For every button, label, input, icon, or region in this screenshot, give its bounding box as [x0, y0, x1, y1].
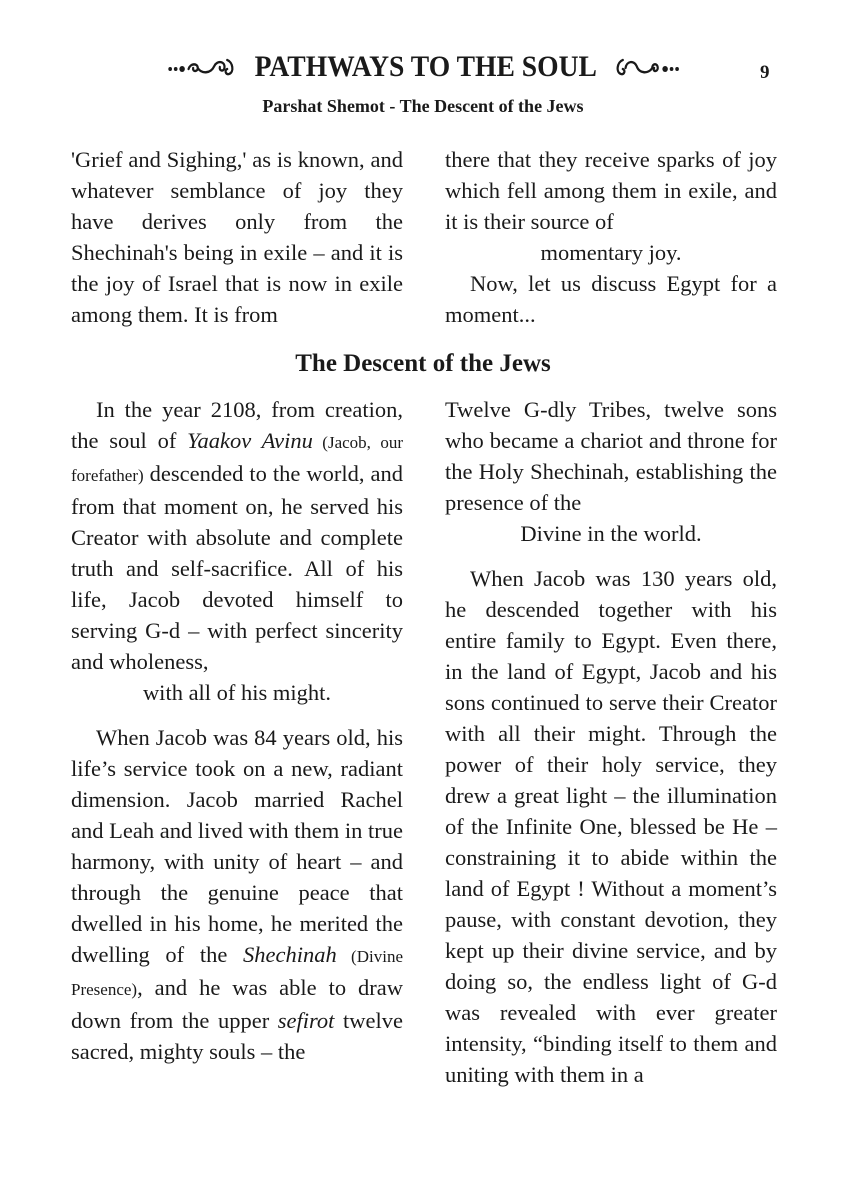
paragraph: there that they receive sparks of joy which fell among them in exile, and it is their source of — [445, 147, 777, 234]
running-header — [0, 50, 846, 90]
paragraph-last-line: Divine in the world. — [520, 521, 702, 546]
paragraph: When Jacob was 130 years old, he descended together with his entire family to Egypt. Even there, in the land of Egypt, Jacob and his sons continued to serve their Creator with all their might. Through the power of their holy service, they drew a great light – the illumination of the Infinite One, blessed be He – constraining it to abide within the land of Egypt ! Without a moment’s pause, with constant devotion, they kept up their divine service, and by doing so, the endless light of G-d was revealed with ever greater intensity, “binding itself to them and uniting with them in a — [445, 566, 777, 1087]
section-right-column — [445, 394, 777, 1090]
chapter-subtitle: Parshat Shemot - The Descent of the Jews — [262, 96, 584, 116]
section-heading: The Descent of the Jews — [295, 350, 551, 377]
book-title: PATHWAYS TO THE SOUL — [254, 50, 596, 83]
paragraph-last-line: with all of his might. — [142, 680, 332, 705]
book-title-line — [154, 50, 697, 86]
top-right-column — [445, 144, 777, 330]
page-number: 9 — [760, 62, 770, 83]
term-yaakov-avinu: Yaakov Avinu — [187, 428, 313, 453]
term-sefirot: sefirot — [277, 1008, 335, 1033]
paragraph: Now, let us discuss Egypt for a moment... — [445, 271, 777, 327]
top-left-column — [71, 144, 403, 330]
paragraph: 'Grief and Sighing,' as is known, and whatever semblance of joy they have derives only from the Shechinah's being in exile – and it is the joy of Israel that is now in exile among them. It is from — [71, 147, 403, 327]
ornament-left-icon — [167, 52, 248, 86]
paragraph-last-line: momentary joy. — [540, 240, 682, 265]
term-shechinah: Shechinah — [243, 942, 337, 967]
section-left-column — [71, 394, 403, 1067]
paragraph: In the year 2108, from creation, the soul of Yaakov Avinu (Jacob, our forefather) descended to the world, and from that moment on, he served his Creator with absolute and complete truth and self-sacrifice. All of his life, Jacob devoted himself to serving G-d – with perfect sincerity and wholeness, — [71, 397, 403, 674]
paragraph: When Jacob was 84 years old, his life’s service took on a new, radiant dimension. Jacob married Rachel and Leah and lived with them in true harmony, with unity of heart – and through the genuine peace that dwelled in his home, he merited the dwelling of the Shechinah (Divine Presence), and he was able to draw down from the upper sefirot twelve sacred, mighty souls – the — [71, 725, 403, 1064]
ornament-right-icon — [602, 52, 683, 86]
paragraph: Twelve G-dly Tribes, twelve sons who became a chariot and throne for the Holy Shechinah, establishing the presence of the — [445, 397, 777, 515]
